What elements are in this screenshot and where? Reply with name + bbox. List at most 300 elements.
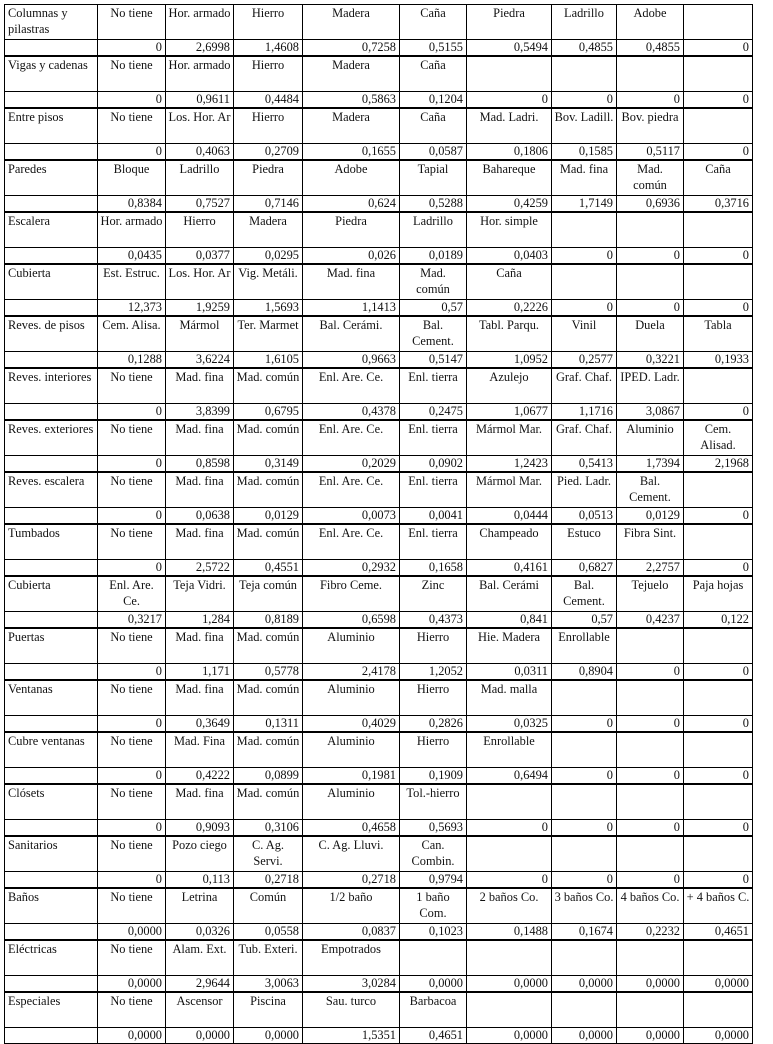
value-cell: 0,9794	[400, 872, 467, 889]
option-cell: Champeado	[467, 524, 552, 560]
value-cell: 0,0000	[98, 924, 166, 941]
value-cell: 0,4484	[234, 92, 303, 109]
value-cell: 0,0000	[684, 1028, 753, 1044]
option-cell: Estuco	[552, 524, 617, 560]
option-cell: Bal. Cerámi	[467, 576, 552, 612]
value-cell: 0	[467, 820, 552, 837]
table-row	[5, 472, 753, 508]
value-cell: 0,3649	[166, 716, 234, 733]
option-cell: Graf. Chaf.	[552, 420, 617, 456]
option-cell: Aluminio	[303, 680, 400, 716]
option-cell: Aluminio	[303, 628, 400, 664]
option-cell: Tub. Exteri.	[234, 940, 303, 976]
table-row	[5, 716, 753, 733]
option-cell	[684, 368, 753, 404]
row-label: Cubierta	[5, 576, 98, 612]
value-cell: 0,6598	[303, 612, 400, 629]
option-cell: Piscina	[234, 992, 303, 1028]
option-cell	[684, 264, 753, 300]
table-row	[5, 352, 753, 369]
table-row	[5, 924, 753, 941]
option-cell: Adobe	[303, 160, 400, 196]
row-label: Tumbados	[5, 524, 98, 560]
value-cell: 0,1933	[684, 352, 753, 369]
value-cell: 0	[617, 92, 684, 109]
table-row	[5, 160, 753, 196]
option-cell: Hor. armado	[166, 56, 234, 92]
value-cell: 0,2475	[400, 404, 467, 421]
row-label: Baños	[5, 888, 98, 924]
value-cell: 0,0311	[467, 664, 552, 681]
value-cell: 0,0000	[617, 976, 684, 993]
option-cell: Letrina	[166, 888, 234, 924]
value-cell: 0,0444	[467, 508, 552, 525]
option-cell: Piedra	[234, 160, 303, 196]
option-cell	[684, 212, 753, 248]
value-cell: 1,1413	[303, 300, 400, 317]
option-cell	[467, 784, 552, 820]
value-cell: 0,0326	[166, 924, 234, 941]
value-cell: 0,0000	[617, 1028, 684, 1044]
value-cell: 0,1909	[400, 768, 467, 785]
value-cell: 0,9093	[166, 820, 234, 837]
option-cell	[684, 628, 753, 664]
value-cell: 0	[684, 768, 753, 785]
value-cell: 0,0041	[400, 508, 467, 525]
value-cell: 0,0435	[98, 248, 166, 265]
option-cell: Madera	[303, 56, 400, 92]
option-cell: Hierro	[400, 732, 467, 768]
option-cell: Mad. común	[234, 732, 303, 768]
value-cell: 1,1716	[552, 404, 617, 421]
option-cell: Hierro	[234, 108, 303, 144]
value-cell: 0,2577	[552, 352, 617, 369]
value-cell: 0,2709	[234, 144, 303, 161]
option-cell	[684, 108, 753, 144]
value-cell: 0,4551	[234, 560, 303, 577]
table-row	[5, 316, 753, 352]
option-cell: No tiene	[98, 784, 166, 820]
option-cell	[552, 836, 617, 872]
option-cell: No tiene	[98, 680, 166, 716]
option-cell	[684, 5, 753, 40]
value-cell: 0	[98, 872, 166, 889]
value-cell: 0,0638	[166, 508, 234, 525]
row-label: Sanitarios	[5, 836, 98, 872]
value-cell: 0,5147	[400, 352, 467, 369]
value-cell: 0	[552, 300, 617, 317]
table-row	[5, 92, 753, 109]
option-cell: Hierro	[400, 680, 467, 716]
value-cell: 0,6936	[617, 196, 684, 213]
option-cell	[617, 212, 684, 248]
value-cell: 1,4608	[234, 40, 303, 57]
value-cell: 2,6998	[166, 40, 234, 57]
option-cell: Mad. común	[400, 264, 467, 300]
value-cell: 0,113	[166, 872, 234, 889]
value-cell: 0,8189	[234, 612, 303, 629]
option-cell: Hierro	[234, 56, 303, 92]
value-cell: 2,4178	[303, 664, 400, 681]
option-cell: No tiene	[98, 368, 166, 404]
option-cell: Ladrillo	[166, 160, 234, 196]
row-label: Especiales	[5, 992, 98, 1028]
table-row	[5, 5, 753, 40]
option-cell: C. Ag. Lluvi.	[303, 836, 400, 872]
option-cell: No tiene	[98, 524, 166, 560]
option-cell: Piedra	[303, 212, 400, 248]
row-label-spacer	[5, 976, 98, 993]
value-cell: 0,3221	[617, 352, 684, 369]
value-cell: 0,4855	[552, 40, 617, 57]
option-cell	[684, 524, 753, 560]
value-cell: 0	[98, 92, 166, 109]
value-cell: 0,1204	[400, 92, 467, 109]
option-cell: Ter. Marmet	[234, 316, 303, 352]
option-cell	[617, 264, 684, 300]
value-cell: 0,0513	[552, 508, 617, 525]
value-cell: 0,0000	[467, 976, 552, 993]
option-cell: Teja Vidri.	[166, 576, 234, 612]
row-label-spacer	[5, 352, 98, 369]
value-cell: 2,9644	[166, 976, 234, 993]
value-cell: 0	[684, 300, 753, 317]
option-cell: Mad. fina	[166, 680, 234, 716]
option-cell: Fibra Sint.	[617, 524, 684, 560]
option-cell: Hierro	[234, 5, 303, 40]
table-body	[5, 5, 753, 1044]
table-row	[5, 56, 753, 92]
value-cell: 0,1488	[467, 924, 552, 941]
option-cell: Enl. Are. Ce.	[303, 524, 400, 560]
option-cell: Mad. común	[234, 628, 303, 664]
option-cell	[684, 56, 753, 92]
value-cell: 1,7394	[617, 456, 684, 473]
value-cell: 1,9259	[166, 300, 234, 317]
row-label: Ventanas	[5, 680, 98, 716]
option-cell: Común	[234, 888, 303, 924]
value-cell: 0,0558	[234, 924, 303, 941]
table-row	[5, 368, 753, 404]
option-cell: Enrollable	[552, 628, 617, 664]
value-cell: 0,7527	[166, 196, 234, 213]
option-cell: Mad. común	[234, 784, 303, 820]
option-cell: Adobe	[617, 5, 684, 40]
table-row	[5, 524, 753, 560]
value-cell: 0,1585	[552, 144, 617, 161]
value-cell: 0,0295	[234, 248, 303, 265]
value-cell: 0,1288	[98, 352, 166, 369]
row-label-spacer	[5, 508, 98, 525]
option-cell: Tol.-hierro	[400, 784, 467, 820]
value-cell: 0,8384	[98, 196, 166, 213]
option-cell: No tiene	[98, 472, 166, 508]
option-cell: 1/2 baño	[303, 888, 400, 924]
option-cell	[617, 836, 684, 872]
value-cell: 0	[552, 820, 617, 837]
value-cell: 0,841	[467, 612, 552, 629]
option-cell: Cem. Alisa.	[98, 316, 166, 352]
value-cell: 0,4259	[467, 196, 552, 213]
option-cell	[684, 680, 753, 716]
row-label-spacer	[5, 872, 98, 889]
value-cell: 0,0000	[98, 1028, 166, 1044]
option-cell: Caña	[400, 5, 467, 40]
row-label: Reves. escalera	[5, 472, 98, 508]
value-cell: 0	[617, 248, 684, 265]
value-cell: 0,0129	[617, 508, 684, 525]
option-cell: Mármol	[166, 316, 234, 352]
value-cell: 0	[98, 508, 166, 525]
value-cell: 3,6224	[166, 352, 234, 369]
option-cell: 4 baños Co.	[617, 888, 684, 924]
option-cell: Vinil	[552, 316, 617, 352]
value-cell: 0,7258	[303, 40, 400, 57]
option-cell	[617, 732, 684, 768]
option-cell: Graf. Chaf.	[552, 368, 617, 404]
option-cell	[617, 628, 684, 664]
option-cell: Est. Estruc.	[98, 264, 166, 300]
option-cell: No tiene	[98, 732, 166, 768]
value-cell: 0,4378	[303, 404, 400, 421]
value-cell: 0	[684, 664, 753, 681]
option-cell: Mad. fina	[303, 264, 400, 300]
table-row	[5, 888, 753, 924]
row-label-spacer	[5, 560, 98, 577]
table-row	[5, 420, 753, 456]
value-cell: 0,4161	[467, 560, 552, 577]
option-cell	[684, 784, 753, 820]
value-cell: 3,0867	[617, 404, 684, 421]
value-cell: 0,9663	[303, 352, 400, 369]
option-cell: Azulejo	[467, 368, 552, 404]
table-row	[5, 196, 753, 213]
table-row	[5, 732, 753, 768]
option-cell: Mad. fina	[166, 368, 234, 404]
row-label-spacer	[5, 404, 98, 421]
option-cell: Barbacoa	[400, 992, 467, 1028]
option-cell: Mad. común	[234, 368, 303, 404]
option-cell: Hierro	[400, 628, 467, 664]
value-cell: 0	[98, 716, 166, 733]
row-label-spacer	[5, 924, 98, 941]
table-row	[5, 108, 753, 144]
value-cell: 0	[617, 820, 684, 837]
table-row	[5, 768, 753, 785]
value-cell: 0	[684, 404, 753, 421]
value-cell: 0	[552, 872, 617, 889]
option-cell: Mad. fina	[166, 420, 234, 456]
row-label: Clósets	[5, 784, 98, 820]
option-cell: IPED. Ladr.	[617, 368, 684, 404]
option-cell: Enl. tierra	[400, 420, 467, 456]
table-row	[5, 680, 753, 716]
row-label-spacer	[5, 768, 98, 785]
option-cell: Caña	[467, 264, 552, 300]
option-cell: Bloque	[98, 160, 166, 196]
option-cell: Hierro	[166, 212, 234, 248]
value-cell: 0,0000	[98, 976, 166, 993]
value-cell: 0	[684, 92, 753, 109]
value-cell: 0	[98, 820, 166, 837]
table-row	[5, 940, 753, 976]
option-cell: Los. Hor. Ar	[166, 108, 234, 144]
value-cell: 0,1981	[303, 768, 400, 785]
value-cell: 0	[617, 768, 684, 785]
table-row	[5, 212, 753, 248]
option-cell: No tiene	[98, 420, 166, 456]
value-cell: 1,5693	[234, 300, 303, 317]
table-row	[5, 628, 753, 664]
value-cell: 0,0129	[234, 508, 303, 525]
option-cell: Mad. fina	[166, 524, 234, 560]
value-cell: 0,57	[400, 300, 467, 317]
value-cell: 0,6795	[234, 404, 303, 421]
value-cell: 0	[98, 768, 166, 785]
option-cell: Caña	[684, 160, 753, 196]
value-cell: 0,1023	[400, 924, 467, 941]
option-cell	[617, 680, 684, 716]
row-label: Eléctricas	[5, 940, 98, 976]
option-cell: 2 baños Co.	[467, 888, 552, 924]
row-label-spacer	[5, 716, 98, 733]
option-cell: Mármol Mar.	[467, 472, 552, 508]
value-cell: 1,6105	[234, 352, 303, 369]
value-cell: 2,5722	[166, 560, 234, 577]
option-cell: + 4 baños C.	[684, 888, 753, 924]
option-cell: Bal. Cerámi.	[303, 316, 400, 352]
option-cell: Sau. turco	[303, 992, 400, 1028]
value-cell: 0,026	[303, 248, 400, 265]
value-cell: 0,6494	[467, 768, 552, 785]
value-cell: 0,4855	[617, 40, 684, 57]
option-cell	[467, 940, 552, 976]
value-cell: 0,4222	[166, 768, 234, 785]
value-cell: 0,0000	[552, 976, 617, 993]
row-label-spacer	[5, 300, 98, 317]
value-cell: 0,0902	[400, 456, 467, 473]
row-label: Reves. exteriores	[5, 420, 98, 456]
value-cell: 0,2029	[303, 456, 400, 473]
option-cell: Empotrados	[303, 940, 400, 976]
value-cell: 1,284	[166, 612, 234, 629]
value-cell: 0,5288	[400, 196, 467, 213]
value-cell: 0	[684, 40, 753, 57]
value-cell: 0,5155	[400, 40, 467, 57]
option-cell: Aluminio	[617, 420, 684, 456]
option-cell	[552, 992, 617, 1028]
value-cell: 0,0000	[166, 1028, 234, 1044]
value-cell: 0,1658	[400, 560, 467, 577]
table-row	[5, 992, 753, 1028]
option-cell	[684, 836, 753, 872]
option-cell: No tiene	[98, 992, 166, 1028]
value-cell: 0,3716	[684, 196, 753, 213]
value-cell: 0	[684, 820, 753, 837]
option-cell: Ascensor	[166, 992, 234, 1028]
option-cell	[467, 56, 552, 92]
option-cell: No tiene	[98, 940, 166, 976]
value-cell: 0,6827	[552, 560, 617, 577]
option-cell	[684, 940, 753, 976]
option-cell: Can. Combin.	[400, 836, 467, 872]
value-cell: 0	[552, 248, 617, 265]
value-cell: 1,5351	[303, 1028, 400, 1044]
value-cell: 0,0073	[303, 508, 400, 525]
value-cell: 0	[98, 664, 166, 681]
option-cell: Ladrillo	[552, 5, 617, 40]
row-label-spacer	[5, 820, 98, 837]
value-cell: 0,5494	[467, 40, 552, 57]
value-cell: 1,0952	[467, 352, 552, 369]
option-cell: Enl. Are. Ce.	[303, 472, 400, 508]
option-cell: Bov. piedra	[617, 108, 684, 144]
table-row	[5, 664, 753, 681]
value-cell: 0,4658	[303, 820, 400, 837]
value-cell: 0,2226	[467, 300, 552, 317]
option-cell: Enl. Are. Ce.	[303, 368, 400, 404]
value-cell: 0,9611	[166, 92, 234, 109]
option-cell	[552, 940, 617, 976]
option-cell	[552, 264, 617, 300]
row-label-spacer	[5, 612, 98, 629]
table-row	[5, 404, 753, 421]
value-cell: 0,4651	[400, 1028, 467, 1044]
value-cell: 0,1674	[552, 924, 617, 941]
option-cell: Mad. Ladri.	[467, 108, 552, 144]
value-cell: 3,0063	[234, 976, 303, 993]
value-cell: 12,373	[98, 300, 166, 317]
value-cell: 0	[617, 300, 684, 317]
option-cell	[684, 732, 753, 768]
option-cell: Madera	[234, 212, 303, 248]
value-cell: 1,0677	[467, 404, 552, 421]
option-cell	[552, 784, 617, 820]
table-row	[5, 1028, 753, 1044]
value-cell: 1,2052	[400, 664, 467, 681]
value-cell: 0,0000	[684, 976, 753, 993]
value-cell: 0	[98, 40, 166, 57]
option-cell: Bov. Ladill.	[552, 108, 617, 144]
option-cell: No tiene	[98, 5, 166, 40]
option-cell: Mad. común	[234, 524, 303, 560]
option-cell: C. Ag. Servi.	[234, 836, 303, 872]
option-cell	[617, 992, 684, 1028]
row-label: Cubierta	[5, 264, 98, 300]
option-cell: No tiene	[98, 56, 166, 92]
option-cell: Bal. Cement.	[400, 316, 467, 352]
value-cell: 0	[98, 560, 166, 577]
option-cell: Tabl. Parqu.	[467, 316, 552, 352]
value-cell: 0,0000	[552, 1028, 617, 1044]
table-row	[5, 976, 753, 993]
option-cell	[684, 992, 753, 1028]
row-label: Reves. de pisos	[5, 316, 98, 352]
option-cell: Mad. común	[234, 472, 303, 508]
value-cell: 0,7146	[234, 196, 303, 213]
option-cell: Mad. fina	[166, 784, 234, 820]
value-cell: 0,1655	[303, 144, 400, 161]
value-cell: 0,0000	[234, 1028, 303, 1044]
table-row	[5, 40, 753, 57]
option-cell: Bal. Cement.	[617, 472, 684, 508]
value-cell: 0,5117	[617, 144, 684, 161]
option-cell	[617, 56, 684, 92]
table-row	[5, 576, 753, 612]
value-cell: 1,171	[166, 664, 234, 681]
option-cell	[552, 732, 617, 768]
option-cell: Duela	[617, 316, 684, 352]
